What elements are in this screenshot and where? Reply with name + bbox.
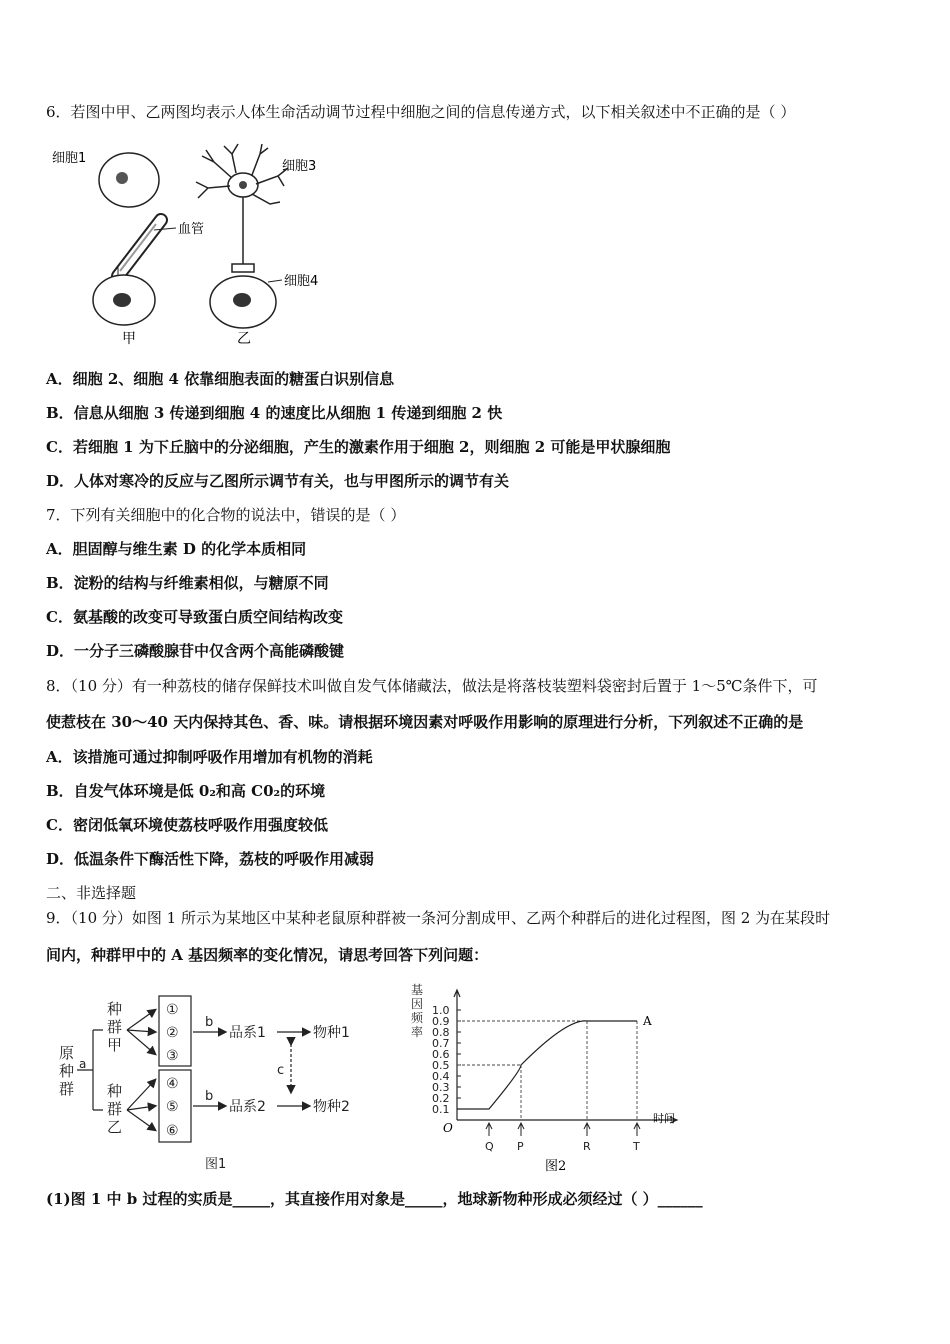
x-tick-label: T — [633, 1140, 640, 1153]
label-a: a — [79, 1057, 87, 1071]
x-tick-label: Q — [485, 1140, 494, 1153]
pop-jia-char-3: 甲 — [107, 1036, 123, 1054]
arrow-jia-1 — [127, 1010, 155, 1030]
q8-option-d: D．低温条件下酶活性下降，荔枝的呼吸作用减弱 — [46, 850, 375, 868]
y-tick-label: 0.1 — [432, 1103, 450, 1116]
q8-option-a: A．该措施可通过抑制呼吸作用增加有机物的消耗 — [46, 748, 373, 766]
label-b1: b — [205, 1015, 214, 1030]
arrow-jia-3 — [127, 1030, 155, 1054]
fig2-caption: 图2 — [545, 1159, 567, 1174]
y-tick-label: 0.5 — [432, 1059, 450, 1072]
q6-figure — [46, 140, 346, 350]
pop-jia-char-1: 种 — [107, 1000, 123, 1018]
x-tick-arrow — [518, 1123, 524, 1136]
x-tick-label: R — [583, 1140, 591, 1153]
label-yi: 乙 — [237, 331, 251, 347]
q9-stem-line1: 9．（10 分）如图 1 所示为某地区中某种老鼠原种群被一条河分割成甲、乙两个种群后的进化过程图，图 2 为在某段时 — [46, 909, 831, 927]
arrow-jia-2 — [127, 1030, 155, 1032]
q6-option-b: B．信息从细胞 3 传递到细胞 4 的速度比从细胞 1 传递到细胞 2 快 — [46, 404, 503, 422]
q8-option-c: C．密闭低氧环境使荔枝呼吸作用强度较低 — [46, 816, 328, 834]
synapse — [232, 264, 254, 272]
blood-vessel — [118, 220, 161, 276]
x-tick-label: P — [517, 1140, 524, 1153]
y-tick-label: 1.0 — [432, 1004, 450, 1017]
series-point-label: A — [643, 1014, 652, 1028]
split-bracket — [77, 1030, 103, 1110]
y-tick-label: 0.7 — [432, 1037, 450, 1050]
x-tick-arrow — [486, 1123, 492, 1136]
y-tick-label: 0.6 — [432, 1048, 450, 1061]
x-tick-arrow — [634, 1123, 640, 1136]
label-c: c — [277, 1063, 285, 1078]
q6-stem: 6．若图中甲、乙两图均表示人体生命活动调节过程中细胞之间的信息传递方式，以下相关叙述中不正确的是（ ） — [46, 103, 796, 121]
q7-option-c: C．氨基酸的改变可导致蛋白质空间结构改变 — [46, 608, 343, 626]
y-tick-label: 0.8 — [432, 1026, 450, 1039]
strain2: 品系2 — [229, 1099, 266, 1115]
q6-option-d: D．人体对寒冷的反应与乙图所示调节有关，也与甲图所示的调节有关 — [46, 472, 510, 490]
q6-option-c: C．若细胞 1 为下丘脑中的分泌细胞，产生的激素作用于细胞 2，则细胞 2 可能是甲状腺细胞 — [46, 438, 671, 456]
q7-stem: 7．下列有关细胞中的化合物的说法中，错误的是（ ） — [46, 506, 406, 524]
section-title: 二、非选择题 — [46, 884, 137, 902]
origin-label: O — [443, 1121, 453, 1135]
q7-option-b: B．淀粉的结构与纤维素相似，与糖原不同 — [46, 574, 329, 592]
x-tick-arrow — [584, 1123, 590, 1136]
fig1-caption: 图1 — [205, 1157, 227, 1172]
pop-yi-char-3: 乙 — [107, 1118, 123, 1136]
y-tick-label: 0.9 — [432, 1015, 450, 1028]
figure2-chart — [405, 982, 695, 1177]
y-tick-label: 0.2 — [432, 1092, 450, 1105]
num-3: ③ — [166, 1048, 179, 1064]
species1: 物种1 — [313, 1025, 350, 1041]
ylabel-char-1: 基 — [411, 983, 424, 997]
num-4: ④ — [166, 1076, 179, 1092]
figure1 — [55, 992, 385, 1177]
strain1: 品系1 — [229, 1025, 266, 1041]
q8-option-b: B．自发气体环境是低 0₂和高 C0₂的环境 — [46, 782, 326, 800]
label-b2: b — [205, 1089, 214, 1104]
ylabel-char-4: 率 — [411, 1025, 424, 1039]
y-tick-label: 0.3 — [432, 1081, 450, 1094]
cell4-label: 细胞4 — [284, 274, 319, 289]
num-2: ② — [166, 1025, 179, 1041]
vessel-label: 血管 — [178, 222, 205, 237]
ylabel-char-3: 频 — [411, 1011, 424, 1025]
arrow-yi-1 — [127, 1080, 155, 1110]
origin-char-3: 群 — [59, 1080, 75, 1098]
cell4-nucleus — [233, 293, 251, 307]
y-tick-label: 0.4 — [432, 1070, 450, 1083]
q7-option-a: A．胆固醇与维生素 D 的化学本质相同 — [46, 540, 307, 558]
cell1-shape — [99, 153, 159, 207]
cell3-label: 细胞3 — [282, 159, 317, 174]
q9-stem-line2: 间内，种群甲中的 A 基因频率的变化情况，请思考回答下列问题： — [46, 946, 489, 964]
label-jia: 甲 — [122, 331, 136, 347]
q7-option-d: D．一分子三磷酸腺苷中仅含两个高能磷酸键 — [46, 642, 345, 660]
pop-yi-char-1: 种 — [107, 1082, 123, 1100]
cell1-label: 细胞1 — [52, 151, 87, 166]
species2: 物种2 — [313, 1099, 350, 1115]
neuron-cell3 — [196, 144, 288, 264]
q8-stem-line2: 使惹枝在 30～40 天内保持其色、香、味。请根据环境因素对呼吸作用影响的原理进行分析，下列叙述不正确的是 — [46, 713, 804, 731]
q6-option-a: A．细胞 2、细胞 4 依靠细胞表面的糖蛋白识别信息 — [46, 370, 395, 388]
q8-stem-line1: 8．（10 分）有一种荔枝的储存保鲜技术叫做自发气体储藏法，做法是将落枝装塑料袋密封后置于 1～5℃条件下，可 — [46, 677, 818, 695]
pop-yi-char-2: 群 — [107, 1100, 123, 1118]
origin-char-1: 原 — [59, 1044, 75, 1062]
x-axis — [457, 1117, 677, 1123]
arrow-yi-2 — [127, 1106, 155, 1110]
origin-char-2: 种 — [59, 1062, 75, 1080]
cell3-nucleus — [239, 181, 247, 189]
xlabel: 时间 — [653, 1112, 675, 1125]
cell4-pointer — [268, 280, 282, 282]
num-1: ① — [166, 1002, 179, 1018]
ylabel-char-2: 因 — [411, 997, 424, 1011]
q9-sub1: (1)图 1 中 b 过程的实质是_____，其直接作用对象是_____，地球新物种形成必须经过（ ）______ — [46, 1190, 703, 1208]
cell2-nucleus — [113, 293, 131, 307]
num-5: ⑤ — [166, 1099, 179, 1115]
cell1-nucleus — [116, 172, 128, 184]
num-6: ⑥ — [166, 1123, 179, 1139]
arrow-yi-3 — [127, 1110, 155, 1130]
pop-jia-char-2: 群 — [107, 1018, 123, 1036]
